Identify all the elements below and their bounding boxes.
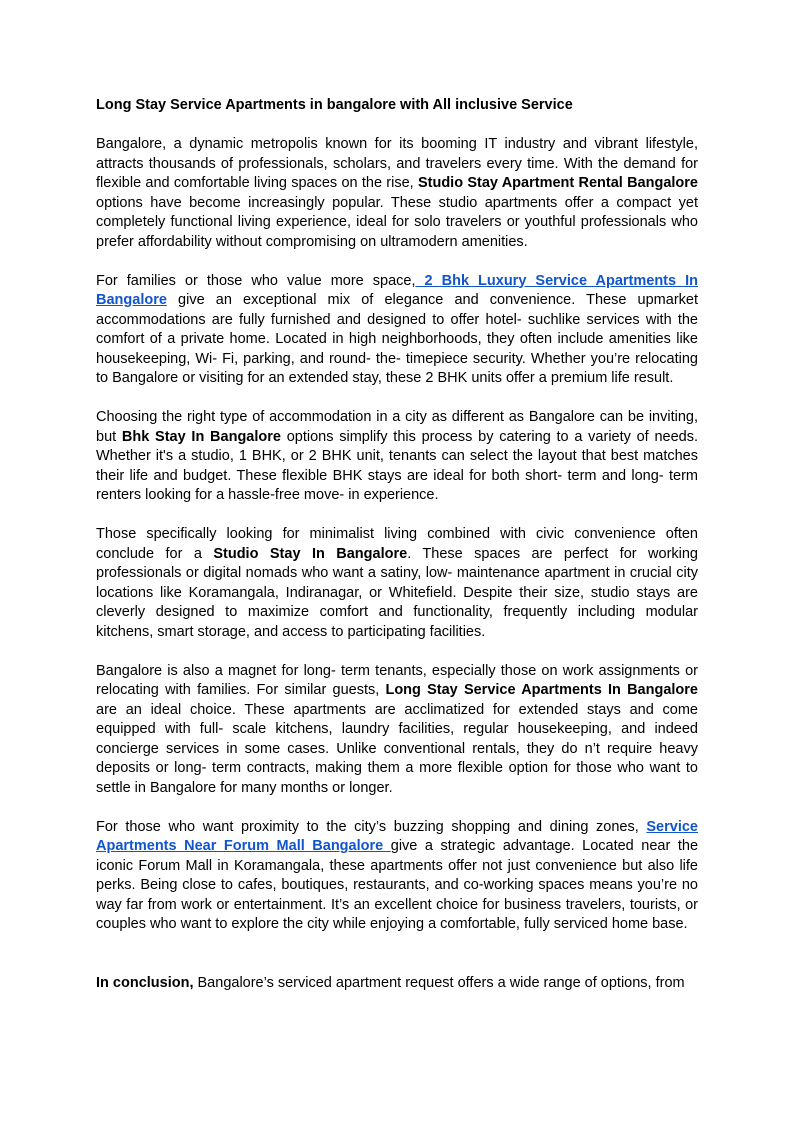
link-2bhk-luxury-apartments[interactable]: 2 Bhk Luxury Service Apartments In Bangalore: [96, 272, 698, 308]
paragraph-text: Bangalore’s serviced apartment request offers a wide range of options, from: [193, 974, 685, 991]
paragraph-studio-minimalist: [96, 525, 698, 642]
paragraph-long-stay: [96, 662, 698, 799]
paragraph-text: are an ideal choice. These apartments are acclimatized for extended stays and come equipped with full- scale kitchens, laundry facilities, regular housekeeping, and indeed concierge services in some cases. Unlike conventional rentals, they do n’t require heavy deposits or long- term contracts, making them a more flexible option for those who want to settle in Bangalore for many months or longer.: [96, 701, 698, 796]
paragraph-text: Choosing the right type of accommodation in a city as different as Bangalore can be inviting, but: [96, 409, 698, 445]
document-page: [96, 96, 698, 993]
paragraph-bhk-stay: [96, 408, 698, 506]
paragraph-text: Those specifically looking for minimalist living combined with civic convenience often conclude for a: [96, 526, 698, 562]
paragraph-text: give a strategic advantage. Located near the iconic Forum Mall in Koramangala, these apartments offer not just convenience but also life perks. Being close to cafes, boutiques, restaurants, and co-working spaces means you’re no way far from work or entertainment. It’s an excellent choice for business travelers, tourists, or couples who want to explore the city while enjoying a comfortable, fully serviced home base.: [96, 838, 699, 932]
bold-keyword-bhk-stay: Bhk Stay In Bangalore: [121, 428, 281, 445]
paragraph-studio-stay: [96, 135, 698, 252]
paragraph-text: options simplify this process by catering to a variety of needs. Whether it's a studio, 1 BHK, or 2 BHK unit, tenants can select the layout that best matches their life and budget. These flexible BHK stays are ideal for both short- term and long- term renters looking for a hassle-free move- in experience.: [96, 428, 698, 503]
paragraph-conclusion: [96, 974, 698, 994]
paragraph-2bhk-luxury: [96, 272, 698, 389]
paragraph-text: give an exceptional mix of elegance and convenience. These upmarket accommodations are fully furnished and designed to offer hotel- suchlike services with the comfort of a private home. Located in high neighborhoods, they often include amenities like housekeeping, Wi- Fi, parking, and round- the- timepiece security. Whether you’re relocating to Bangalore or visiting for an extended stay, these 2 BHK units offer a premium life result.: [96, 292, 698, 386]
bold-keyword-studio-stay-rental: Studio Stay Apartment Rental Bangalore: [417, 175, 698, 191]
paragraph-text: . These spaces are perfect for working professionals or digital nomads who want a satiny, low- maintenance apartment in crucial city locations like Koramangala, Indiranagar, or Whitefield. Despite their size, studio stays are cleverly designed to maximize comfort and functionality, frequently including modular kitchens, smart storage, and access to participating facilities.: [96, 545, 698, 640]
bold-keyword-long-stay: Long Stay Service Apartments In Bangalore: [385, 682, 698, 698]
bold-keyword-studio-stay: Studio Stay In Bangalore: [213, 545, 408, 562]
paragraph-text: Bangalore, a dynamic metropolis known for its booming IT industry and vibrant lifestyle, attracts thousands of professionals, scholars, and travelers every time. With the demand for flexible and comfortable living spaces on the rise,: [96, 136, 698, 191]
paragraph-forum-mall: [96, 818, 698, 935]
paragraph-text: options have become increasingly popular. These studio apartments offer a compact yet completely functional living experience, ideal for solo travelers or youthful professionals who prefer affordability without compromising on ultramodern amenities.: [96, 194, 698, 250]
bold-keyword-conclusion: In conclusion,: [96, 974, 194, 991]
link-forum-mall-apartments[interactable]: Service Apartments Near Forum Mall Bangalore: [96, 818, 698, 854]
document-title: Long Stay Service Apartments in bangalore with All inclusive Service: [96, 97, 573, 113]
paragraph-text: For families or those who value more space,: [96, 272, 416, 289]
paragraph-text: For those who want proximity to the city’s buzzing shopping and dining zones,: [96, 818, 647, 835]
paragraph-text: Bangalore is also a magnet for long- term tenants, especially those on work assignments or relocating with families. For similar guests,: [96, 662, 698, 698]
